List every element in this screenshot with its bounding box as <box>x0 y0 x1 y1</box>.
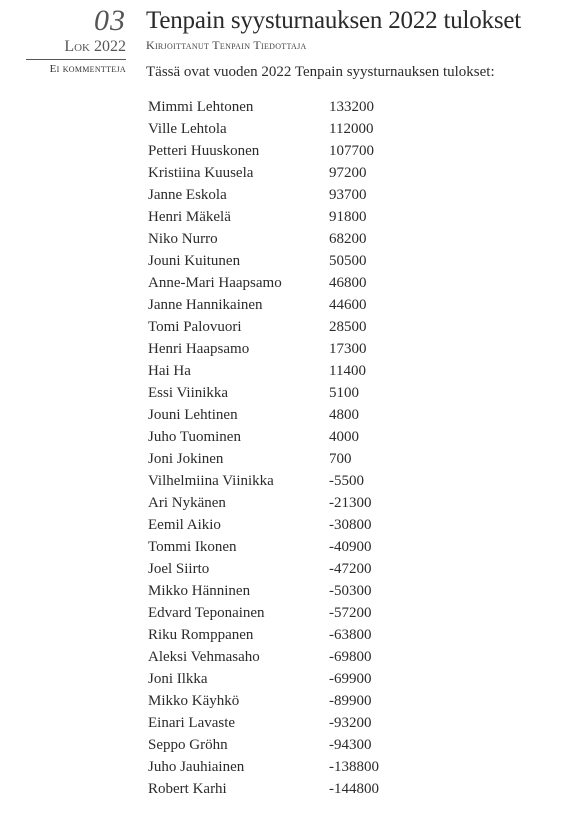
player-name: Juho Jauhiainen <box>148 759 245 775</box>
player-name: Tommi Ikonen <box>148 539 237 555</box>
player-score: -138800 <box>329 759 379 775</box>
player-name: Jouni Lehtinen <box>148 407 238 423</box>
table-row <box>146 162 379 184</box>
player-name: Henri Haapsamo <box>148 341 250 357</box>
player-score: 28500 <box>329 319 367 335</box>
table-row <box>146 448 379 470</box>
player-score: 5100 <box>329 385 359 401</box>
player-score: 97200 <box>329 165 367 181</box>
player-score: 91800 <box>329 209 367 225</box>
player-score: -47200 <box>329 561 372 577</box>
post-title[interactable]: Tenpain syysturnauksen 2022 tulokset <box>146 7 522 34</box>
table-row <box>146 602 379 624</box>
table-row <box>146 360 379 382</box>
table-row <box>146 140 379 162</box>
table-row <box>146 580 379 602</box>
player-name: Juho Tuominen <box>148 429 241 445</box>
player-name: Ville Lehtola <box>148 121 227 137</box>
player-score: -30800 <box>329 517 372 533</box>
table-row <box>146 712 379 734</box>
player-name: Joni Ilkka <box>148 671 208 687</box>
player-score: 4000 <box>329 429 359 445</box>
post-author: Kirjoittanut Tenpain Tiedottaja <box>146 38 307 52</box>
player-score: 133200 <box>329 99 374 115</box>
player-name: Petteri Huuskonen <box>148 143 260 159</box>
table-row <box>146 272 379 294</box>
player-name: Henri Mäkelä <box>148 209 231 225</box>
table-row <box>146 536 379 558</box>
table-row <box>146 514 379 536</box>
player-name: Joel Siirto <box>148 561 210 577</box>
table-row <box>146 668 379 690</box>
player-name: Vilhelmiina Viinikka <box>148 473 274 489</box>
player-score: 700 <box>329 451 352 467</box>
table-row <box>146 206 379 228</box>
player-score: -93200 <box>329 715 372 731</box>
player-score: 46800 <box>329 275 367 291</box>
table-row <box>146 404 379 426</box>
table-row <box>146 756 379 778</box>
player-name: Joni Jokinen <box>148 451 224 467</box>
table-row <box>146 250 379 272</box>
player-score: -50300 <box>329 583 372 599</box>
table-row <box>146 184 379 206</box>
player-name: Eemil Aikio <box>148 517 221 533</box>
player-name: Janne Eskola <box>148 187 227 203</box>
player-score: -89900 <box>329 693 372 709</box>
table-row <box>146 624 379 646</box>
table-row <box>146 778 379 800</box>
player-name: Jouni Kuitunen <box>148 253 241 269</box>
player-name: Edvard Teponainen <box>148 605 265 621</box>
player-name: Robert Karhi <box>148 781 227 797</box>
player-name: Tomi Palovuori <box>148 319 242 335</box>
results-table-body <box>146 96 379 800</box>
player-score: 50500 <box>329 253 367 269</box>
player-name: Mikko Hänninen <box>148 583 251 599</box>
post <box>146 6 571 800</box>
table-row <box>146 96 379 118</box>
post-date <box>0 6 126 76</box>
player-score: -69900 <box>329 671 372 687</box>
player-score: 107700 <box>329 143 374 159</box>
player-score: -63800 <box>329 627 372 643</box>
table-row <box>146 316 379 338</box>
player-name: Anne-Mari Haapsamo <box>148 275 282 291</box>
player-score: 44600 <box>329 297 367 313</box>
player-score: 112000 <box>329 121 374 137</box>
player-score: -21300 <box>329 495 372 511</box>
table-row <box>146 294 379 316</box>
player-name: Seppo Gröhn <box>148 737 228 753</box>
player-name: Kristiina Kuusela <box>148 165 254 181</box>
comments-link[interactable]: Ei kommentteja <box>49 63 126 75</box>
player-name: Mimmi Lehtonen <box>148 99 254 115</box>
player-score: -57200 <box>329 605 372 621</box>
player-score: 68200 <box>329 231 367 247</box>
player-score: -94300 <box>329 737 372 753</box>
table-row <box>146 646 379 668</box>
player-score: 93700 <box>329 187 367 203</box>
table-row <box>146 338 379 360</box>
player-score: 4800 <box>329 407 359 423</box>
player-name: Einari Lavaste <box>148 715 236 731</box>
table-row <box>146 470 379 492</box>
player-score: -69800 <box>329 649 372 665</box>
player-score: -144800 <box>329 781 379 797</box>
player-score: -5500 <box>329 473 364 489</box>
player-score: 11400 <box>329 363 366 379</box>
player-name: Riku Romppanen <box>148 627 254 643</box>
player-score: -40900 <box>329 539 372 555</box>
player-name: Ari Nykänen <box>148 495 226 511</box>
table-row <box>146 690 379 712</box>
player-score: 17300 <box>329 341 367 357</box>
post-date-day: 03 <box>94 4 126 37</box>
player-name: Essi Viinikka <box>148 385 229 401</box>
table-row <box>146 228 379 250</box>
table-row <box>146 426 379 448</box>
post-date-month-year: Lok 2022 <box>26 37 126 60</box>
table-row <box>146 118 379 140</box>
post-intro: Tässä ovat vuoden 2022 Tenpain syysturnauksen tulokset: <box>146 64 495 80</box>
table-row <box>146 558 379 580</box>
player-name: Aleksi Vehmasaho <box>148 649 260 665</box>
player-name: Niko Nurro <box>148 231 218 247</box>
player-name: Mikko Käyhkö <box>148 693 240 709</box>
player-name: Hai Ha <box>148 363 191 379</box>
table-row <box>146 492 379 514</box>
table-row <box>146 382 379 404</box>
player-name: Janne Hannikainen <box>148 297 263 313</box>
table-row <box>146 734 379 756</box>
results-table <box>146 96 379 800</box>
